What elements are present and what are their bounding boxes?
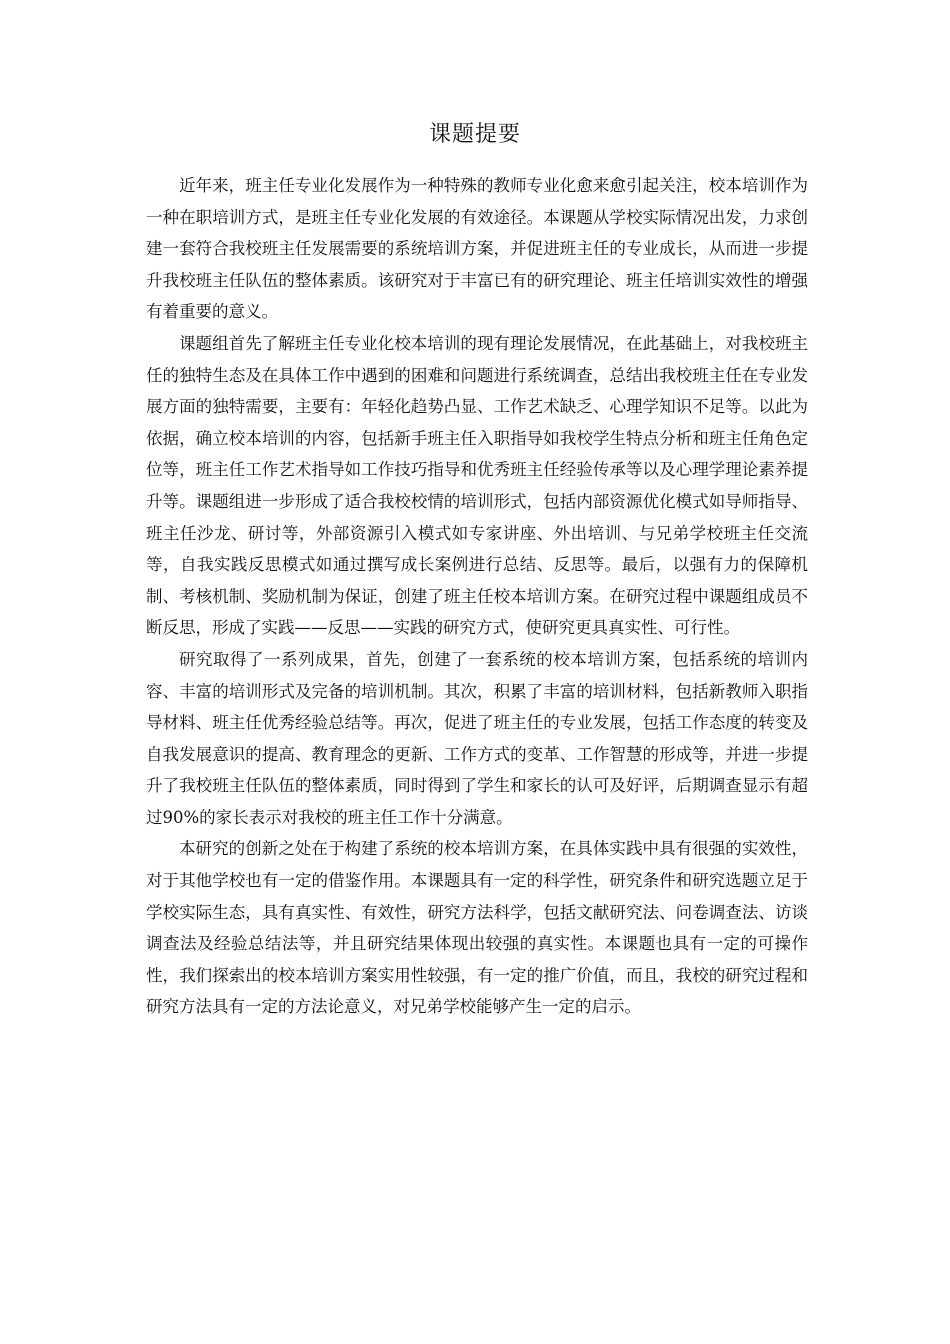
paragraph-4: 本研究的创新之处在于构建了系统的校本培训方案，在具体实践中具有很强的实效性，对于其他学校也有一定的借鉴作用。本课题具有一定的科学性，研究条件和研究选题立足于学校实际生态，具有真实性、有效性，研究方法科学，包括文献研究法、问卷调查法、访谈调查法及经验总结法等，并且研究结果体现出较强的真实性。本课题也具有一定的可操作性，我们探索出的校本培训方案实用性较强，有一定的推广价值，而且，我校的研究过程和研究方法具有一定的方法论意义，对兄弟学校能够产生一定的启示。 <box>146 839 808 1017</box>
document-title: 课题提要 <box>428 122 521 147</box>
paragraph-2: 课题组首先了解班主任专业化校本培训的现有理论发展情况，在此基础上，对我校班主任的独特生态及在具体工作中遇到的困难和问题进行系统调查，总结出我校班主任在专业发展方面的独特需要，主要有：年轻化趋势凸显、工作艺术缺乏、心理学知识不足等。以此为依据，确立校本培训的内容，包括新手班主任入职指导如我校学生特点分析和班主任角色定位等，班主任工作艺术指导如工作技巧指导和优秀班主任经验传承等以及心理学理论素养提升等。课题组进一步形成了适合我校校情的培训形式，包括内部资源优化模式如导师指导、班主任沙龙、研讨等，外部资源引入模式如专家讲座、外出培训、与兄弟学校班主任交流等，自我实践反思模式如通过撰写成长案例进行总结、反思等。最后，以强有力的保障机制、考核机制、奖励机制为保证，创建了班主任校本培训方案。在研究过程中课题组成员不断反思，形成了实践——反思——实践的研究方式，使研究更具真实性、可行性。 <box>146 333 808 638</box>
paragraph-3: 研究取得了一系列成果，首先，创建了一套系统的校本培训方案，包括系统的培训内容、丰富的培训形式及完备的培训机制。其次，积累了丰富的培训材料，包括新教师入职指导材料、班主任优秀经验总结等。再次，促进了班主任的专业发展，包括工作态度的转变及自我发展意识的提高、教育理念的更新、工作方式的变革、工作智慧的形成等，并进一步提升了我校班主任队伍的整体素质，同时得到了学生和家长的认可及好评，后期调查显示有超过90%的家长表示对我校的班主任工作十分满意。 <box>146 649 808 827</box>
paragraph-1: 近年来，班主任专业化发展作为一种特殊的教师专业化愈来愈引起关注，校本培训作为一种在职培训方式，是班主任专业化发展的有效途径。本课题从学校实际情况出发，力求创建一套符合我校班主任发展需要的系统培训方案，并促进班主任的专业成长，从而进一步提升我校班主任队伍的整体素质。该研究对于丰富已有的研究理论、班主任培训实效性的增强有着重要的意义。 <box>146 176 808 322</box>
document-body <box>146 170 808 1023</box>
